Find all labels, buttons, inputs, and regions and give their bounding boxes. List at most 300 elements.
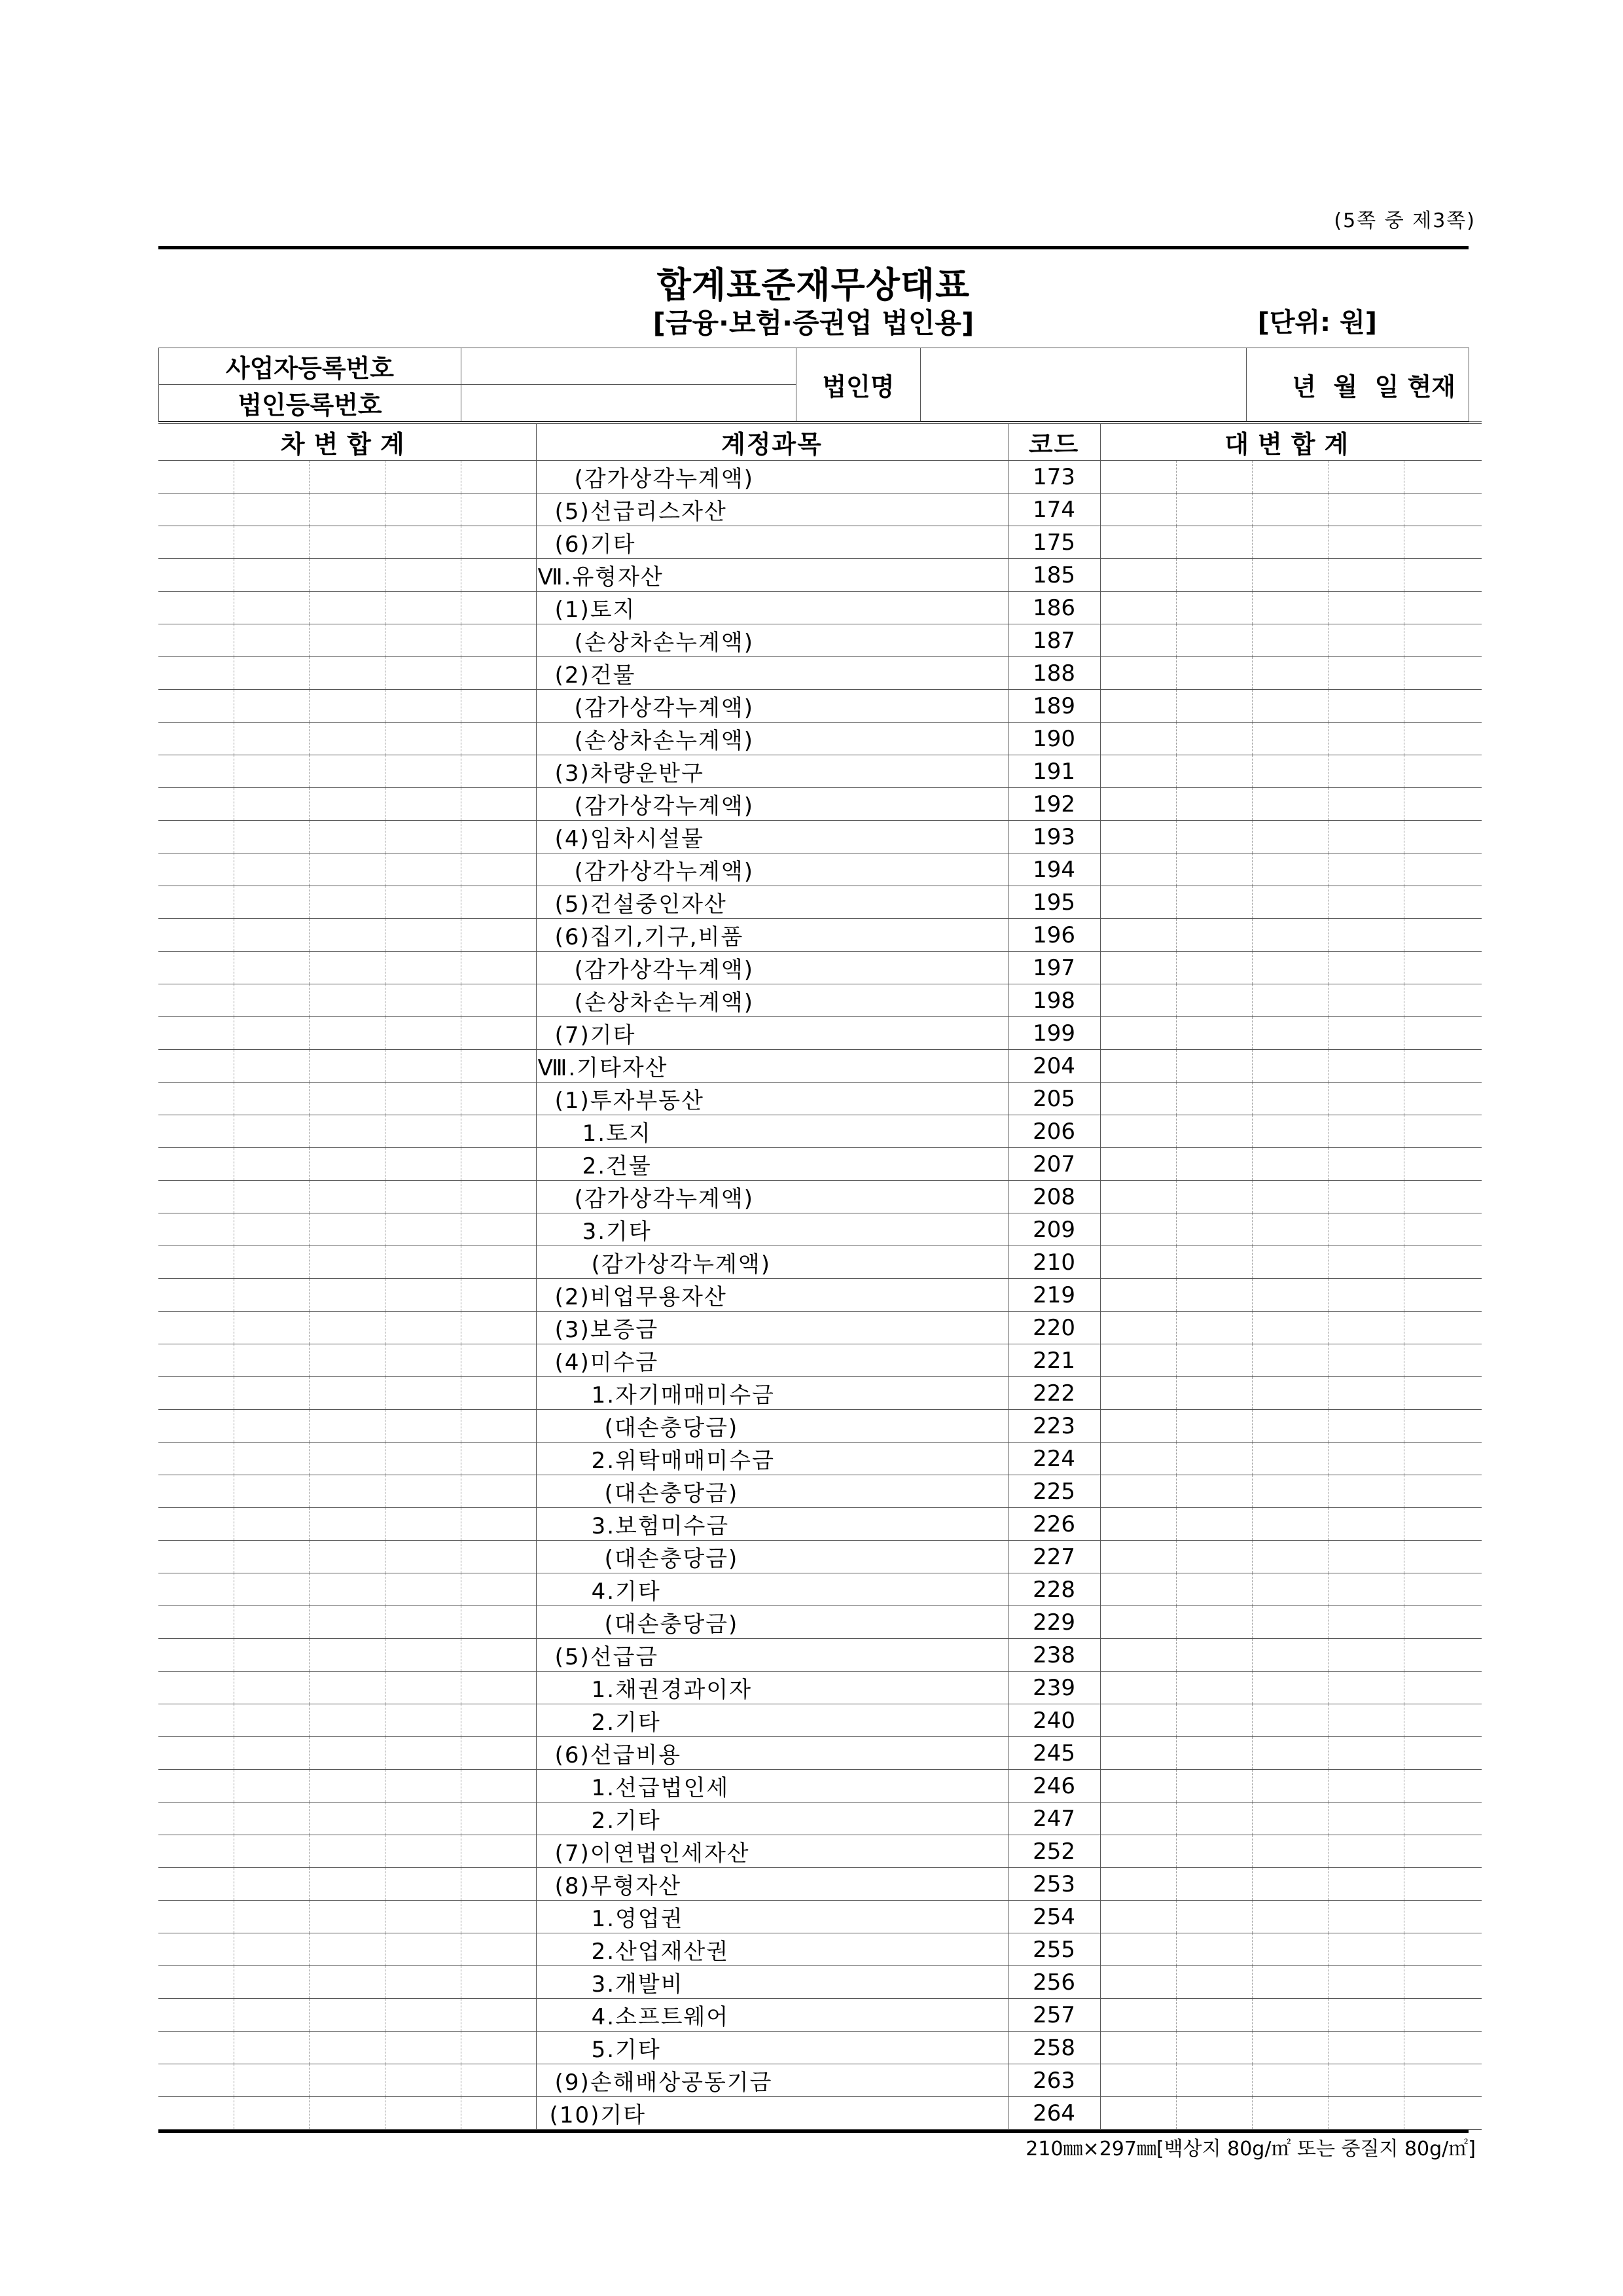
credit-amount-cell[interactable] bbox=[1100, 624, 1176, 657]
debit-amount-cell[interactable] bbox=[158, 461, 234, 493]
credit-amount-cell[interactable] bbox=[1404, 919, 1482, 952]
debit-amount-cell[interactable] bbox=[309, 1148, 385, 1181]
credit-amount-cell[interactable] bbox=[1176, 853, 1252, 886]
debit-amount-cell[interactable] bbox=[385, 1115, 461, 1148]
credit-amount-cell[interactable] bbox=[1176, 1737, 1252, 1770]
debit-amount-cell[interactable] bbox=[309, 1868, 385, 1901]
credit-amount-cell[interactable] bbox=[1176, 1803, 1252, 1835]
credit-amount-cell[interactable] bbox=[1404, 690, 1482, 723]
debit-amount-cell[interactable] bbox=[158, 1508, 234, 1541]
debit-amount-cell[interactable] bbox=[234, 1148, 309, 1181]
credit-amount-cell[interactable] bbox=[1252, 624, 1328, 657]
credit-amount-cell[interactable] bbox=[1404, 1213, 1482, 1246]
credit-amount-cell[interactable] bbox=[1176, 1083, 1252, 1115]
credit-amount-cell[interactable] bbox=[1252, 984, 1328, 1017]
debit-amount-cell[interactable] bbox=[385, 1181, 461, 1213]
credit-amount-cell[interactable] bbox=[1328, 1050, 1404, 1083]
credit-amount-cell[interactable] bbox=[1176, 788, 1252, 821]
credit-amount-cell[interactable] bbox=[1404, 1279, 1482, 1312]
debit-amount-cell[interactable] bbox=[158, 1541, 234, 1573]
debit-amount-cell[interactable] bbox=[461, 1868, 536, 1901]
credit-amount-cell[interactable] bbox=[1252, 1672, 1328, 1704]
credit-amount-cell[interactable] bbox=[1252, 1999, 1328, 2032]
debit-amount-cell[interactable] bbox=[461, 1410, 536, 1443]
credit-amount-cell[interactable] bbox=[1328, 1803, 1404, 1835]
debit-amount-cell[interactable] bbox=[158, 919, 234, 952]
debit-amount-cell[interactable] bbox=[309, 2032, 385, 2064]
debit-amount-cell[interactable] bbox=[158, 1639, 234, 1672]
debit-amount-cell[interactable] bbox=[385, 1312, 461, 1344]
corp-reg-field[interactable] bbox=[461, 385, 796, 422]
debit-amount-cell[interactable] bbox=[461, 2097, 536, 2130]
credit-amount-cell[interactable] bbox=[1404, 2032, 1482, 2064]
credit-amount-cell[interactable] bbox=[1328, 853, 1404, 886]
debit-amount-cell[interactable] bbox=[158, 1901, 234, 1933]
credit-amount-cell[interactable] bbox=[1100, 1770, 1176, 1803]
credit-amount-cell[interactable] bbox=[1252, 1443, 1328, 1475]
credit-amount-cell[interactable] bbox=[1328, 493, 1404, 526]
debit-amount-cell[interactable] bbox=[234, 919, 309, 952]
credit-amount-cell[interactable] bbox=[1176, 526, 1252, 559]
debit-amount-cell[interactable] bbox=[158, 952, 234, 984]
debit-amount-cell[interactable] bbox=[385, 1770, 461, 1803]
credit-amount-cell[interactable] bbox=[1252, 919, 1328, 952]
debit-amount-cell[interactable] bbox=[234, 1999, 309, 2032]
credit-amount-cell[interactable] bbox=[1328, 624, 1404, 657]
credit-amount-cell[interactable] bbox=[1100, 1541, 1176, 1573]
credit-amount-cell[interactable] bbox=[1176, 1377, 1252, 1410]
debit-amount-cell[interactable] bbox=[461, 1148, 536, 1181]
debit-amount-cell[interactable] bbox=[461, 1901, 536, 1933]
credit-amount-cell[interactable] bbox=[1404, 1246, 1482, 1279]
debit-amount-cell[interactable] bbox=[234, 984, 309, 1017]
debit-amount-cell[interactable] bbox=[461, 1050, 536, 1083]
credit-amount-cell[interactable] bbox=[1100, 461, 1176, 493]
credit-amount-cell[interactable] bbox=[1404, 853, 1482, 886]
debit-amount-cell[interactable] bbox=[385, 1966, 461, 1999]
debit-amount-cell[interactable] bbox=[309, 1672, 385, 1704]
debit-amount-cell[interactable] bbox=[234, 788, 309, 821]
credit-amount-cell[interactable] bbox=[1252, 821, 1328, 853]
credit-amount-cell[interactable] bbox=[1328, 1344, 1404, 1377]
debit-amount-cell[interactable] bbox=[158, 984, 234, 1017]
credit-amount-cell[interactable] bbox=[1252, 1344, 1328, 1377]
credit-amount-cell[interactable] bbox=[1328, 1246, 1404, 1279]
debit-amount-cell[interactable] bbox=[158, 1443, 234, 1475]
debit-amount-cell[interactable] bbox=[309, 1213, 385, 1246]
credit-amount-cell[interactable] bbox=[1176, 2032, 1252, 2064]
debit-amount-cell[interactable] bbox=[461, 690, 536, 723]
credit-amount-cell[interactable] bbox=[1328, 1966, 1404, 1999]
credit-amount-cell[interactable] bbox=[1252, 1639, 1328, 1672]
credit-amount-cell[interactable] bbox=[1252, 1770, 1328, 1803]
credit-amount-cell[interactable] bbox=[1100, 1835, 1176, 1868]
debit-amount-cell[interactable] bbox=[461, 1835, 536, 1868]
debit-amount-cell[interactable] bbox=[234, 1606, 309, 1639]
credit-amount-cell[interactable] bbox=[1252, 2064, 1328, 2097]
credit-amount-cell[interactable] bbox=[1252, 886, 1328, 919]
credit-amount-cell[interactable] bbox=[1176, 1639, 1252, 1672]
debit-amount-cell[interactable] bbox=[309, 1933, 385, 1966]
credit-amount-cell[interactable] bbox=[1252, 1803, 1328, 1835]
debit-amount-cell[interactable] bbox=[385, 853, 461, 886]
credit-amount-cell[interactable] bbox=[1100, 1246, 1176, 1279]
credit-amount-cell[interactable] bbox=[1404, 624, 1482, 657]
credit-amount-cell[interactable] bbox=[1252, 657, 1328, 690]
debit-amount-cell[interactable] bbox=[158, 1573, 234, 1606]
debit-amount-cell[interactable] bbox=[461, 1737, 536, 1770]
debit-amount-cell[interactable] bbox=[385, 1377, 461, 1410]
credit-amount-cell[interactable] bbox=[1176, 886, 1252, 919]
debit-amount-cell[interactable] bbox=[158, 1475, 234, 1508]
credit-amount-cell[interactable] bbox=[1328, 1213, 1404, 1246]
debit-amount-cell[interactable] bbox=[158, 1213, 234, 1246]
credit-amount-cell[interactable] bbox=[1328, 592, 1404, 624]
credit-amount-cell[interactable] bbox=[1328, 1737, 1404, 1770]
credit-amount-cell[interactable] bbox=[1176, 1246, 1252, 1279]
credit-amount-cell[interactable] bbox=[1176, 1181, 1252, 1213]
credit-amount-cell[interactable] bbox=[1100, 657, 1176, 690]
debit-amount-cell[interactable] bbox=[385, 1279, 461, 1312]
debit-amount-cell[interactable] bbox=[461, 1344, 536, 1377]
credit-amount-cell[interactable] bbox=[1100, 1115, 1176, 1148]
credit-amount-cell[interactable] bbox=[1176, 2064, 1252, 2097]
credit-amount-cell[interactable] bbox=[1176, 1050, 1252, 1083]
credit-amount-cell[interactable] bbox=[1100, 1050, 1176, 1083]
credit-amount-cell[interactable] bbox=[1328, 952, 1404, 984]
credit-amount-cell[interactable] bbox=[1252, 1901, 1328, 1933]
debit-amount-cell[interactable] bbox=[461, 1541, 536, 1573]
credit-amount-cell[interactable] bbox=[1404, 1933, 1482, 1966]
credit-amount-cell[interactable] bbox=[1176, 559, 1252, 592]
debit-amount-cell[interactable] bbox=[461, 886, 536, 919]
debit-amount-cell[interactable] bbox=[385, 984, 461, 1017]
credit-amount-cell[interactable] bbox=[1176, 1115, 1252, 1148]
debit-amount-cell[interactable] bbox=[158, 723, 234, 755]
debit-amount-cell[interactable] bbox=[234, 1966, 309, 1999]
debit-amount-cell[interactable] bbox=[461, 1573, 536, 1606]
debit-amount-cell[interactable] bbox=[309, 755, 385, 788]
credit-amount-cell[interactable] bbox=[1100, 1737, 1176, 1770]
credit-amount-cell[interactable] bbox=[1176, 1901, 1252, 1933]
credit-amount-cell[interactable] bbox=[1100, 1443, 1176, 1475]
credit-amount-cell[interactable] bbox=[1252, 853, 1328, 886]
debit-amount-cell[interactable] bbox=[309, 1999, 385, 2032]
debit-amount-cell[interactable] bbox=[309, 723, 385, 755]
credit-amount-cell[interactable] bbox=[1100, 755, 1176, 788]
credit-amount-cell[interactable] bbox=[1404, 1017, 1482, 1050]
credit-amount-cell[interactable] bbox=[1100, 1148, 1176, 1181]
debit-amount-cell[interactable] bbox=[158, 1999, 234, 2032]
credit-amount-cell[interactable] bbox=[1404, 559, 1482, 592]
debit-amount-cell[interactable] bbox=[309, 1181, 385, 1213]
credit-amount-cell[interactable] bbox=[1100, 559, 1176, 592]
debit-amount-cell[interactable] bbox=[385, 559, 461, 592]
credit-amount-cell[interactable] bbox=[1100, 853, 1176, 886]
credit-amount-cell[interactable] bbox=[1404, 493, 1482, 526]
credit-amount-cell[interactable] bbox=[1404, 788, 1482, 821]
credit-amount-cell[interactable] bbox=[1328, 461, 1404, 493]
debit-amount-cell[interactable] bbox=[158, 1148, 234, 1181]
debit-amount-cell[interactable] bbox=[461, 723, 536, 755]
biz-reg-field[interactable] bbox=[461, 348, 796, 385]
debit-amount-cell[interactable] bbox=[385, 1573, 461, 1606]
debit-amount-cell[interactable] bbox=[309, 886, 385, 919]
debit-amount-cell[interactable] bbox=[234, 821, 309, 853]
debit-amount-cell[interactable] bbox=[234, 559, 309, 592]
debit-amount-cell[interactable] bbox=[309, 853, 385, 886]
debit-amount-cell[interactable] bbox=[309, 559, 385, 592]
debit-amount-cell[interactable] bbox=[158, 886, 234, 919]
credit-amount-cell[interactable] bbox=[1404, 1672, 1482, 1704]
debit-amount-cell[interactable] bbox=[309, 1704, 385, 1737]
credit-amount-cell[interactable] bbox=[1176, 1868, 1252, 1901]
credit-amount-cell[interactable] bbox=[1176, 1966, 1252, 1999]
credit-amount-cell[interactable] bbox=[1252, 1083, 1328, 1115]
credit-amount-cell[interactable] bbox=[1100, 1704, 1176, 1737]
credit-amount-cell[interactable] bbox=[1176, 821, 1252, 853]
credit-amount-cell[interactable] bbox=[1404, 526, 1482, 559]
debit-amount-cell[interactable] bbox=[309, 1835, 385, 1868]
debit-amount-cell[interactable] bbox=[461, 952, 536, 984]
debit-amount-cell[interactable] bbox=[158, 1017, 234, 1050]
debit-amount-cell[interactable] bbox=[234, 952, 309, 984]
credit-amount-cell[interactable] bbox=[1328, 1933, 1404, 1966]
debit-amount-cell[interactable] bbox=[309, 2097, 385, 2130]
debit-amount-cell[interactable] bbox=[234, 1443, 309, 1475]
credit-amount-cell[interactable] bbox=[1252, 1704, 1328, 1737]
debit-amount-cell[interactable] bbox=[234, 1573, 309, 1606]
credit-amount-cell[interactable] bbox=[1404, 1999, 1482, 2032]
credit-amount-cell[interactable] bbox=[1404, 723, 1482, 755]
debit-amount-cell[interactable] bbox=[461, 1246, 536, 1279]
credit-amount-cell[interactable] bbox=[1328, 723, 1404, 755]
debit-amount-cell[interactable] bbox=[309, 1279, 385, 1312]
debit-amount-cell[interactable] bbox=[385, 2032, 461, 2064]
credit-amount-cell[interactable] bbox=[1100, 821, 1176, 853]
debit-amount-cell[interactable] bbox=[385, 1803, 461, 1835]
credit-amount-cell[interactable] bbox=[1328, 919, 1404, 952]
credit-amount-cell[interactable] bbox=[1176, 1344, 1252, 1377]
debit-amount-cell[interactable] bbox=[309, 1901, 385, 1933]
credit-amount-cell[interactable] bbox=[1176, 1279, 1252, 1312]
credit-amount-cell[interactable] bbox=[1252, 755, 1328, 788]
credit-amount-cell[interactable] bbox=[1176, 493, 1252, 526]
credit-amount-cell[interactable] bbox=[1328, 1704, 1404, 1737]
debit-amount-cell[interactable] bbox=[234, 1672, 309, 1704]
debit-amount-cell[interactable] bbox=[234, 1541, 309, 1573]
debit-amount-cell[interactable] bbox=[461, 919, 536, 952]
debit-amount-cell[interactable] bbox=[234, 723, 309, 755]
debit-amount-cell[interactable] bbox=[385, 886, 461, 919]
credit-amount-cell[interactable] bbox=[1328, 1148, 1404, 1181]
debit-amount-cell[interactable] bbox=[309, 1770, 385, 1803]
debit-amount-cell[interactable] bbox=[158, 1868, 234, 1901]
debit-amount-cell[interactable] bbox=[234, 853, 309, 886]
debit-amount-cell[interactable] bbox=[234, 1050, 309, 1083]
debit-amount-cell[interactable] bbox=[385, 755, 461, 788]
debit-amount-cell[interactable] bbox=[309, 1737, 385, 1770]
credit-amount-cell[interactable] bbox=[1328, 755, 1404, 788]
credit-amount-cell[interactable] bbox=[1404, 1639, 1482, 1672]
credit-amount-cell[interactable] bbox=[1328, 1672, 1404, 1704]
debit-amount-cell[interactable] bbox=[158, 853, 234, 886]
credit-amount-cell[interactable] bbox=[1404, 1868, 1482, 1901]
credit-amount-cell[interactable] bbox=[1100, 1933, 1176, 1966]
debit-amount-cell[interactable] bbox=[461, 559, 536, 592]
debit-amount-cell[interactable] bbox=[158, 2097, 234, 2130]
debit-amount-cell[interactable] bbox=[158, 788, 234, 821]
debit-amount-cell[interactable] bbox=[385, 493, 461, 526]
credit-amount-cell[interactable] bbox=[1176, 1704, 1252, 1737]
debit-amount-cell[interactable] bbox=[309, 1410, 385, 1443]
credit-amount-cell[interactable] bbox=[1404, 1508, 1482, 1541]
credit-amount-cell[interactable] bbox=[1328, 1901, 1404, 1933]
debit-amount-cell[interactable] bbox=[234, 1115, 309, 1148]
debit-amount-cell[interactable] bbox=[385, 1443, 461, 1475]
credit-amount-cell[interactable] bbox=[1176, 1017, 1252, 1050]
credit-amount-cell[interactable] bbox=[1176, 461, 1252, 493]
debit-amount-cell[interactable] bbox=[385, 1475, 461, 1508]
debit-amount-cell[interactable] bbox=[385, 1639, 461, 1672]
credit-amount-cell[interactable] bbox=[1100, 493, 1176, 526]
credit-amount-cell[interactable] bbox=[1100, 2097, 1176, 2130]
credit-amount-cell[interactable] bbox=[1100, 1377, 1176, 1410]
debit-amount-cell[interactable] bbox=[234, 461, 309, 493]
credit-amount-cell[interactable] bbox=[1328, 1868, 1404, 1901]
debit-amount-cell[interactable] bbox=[309, 1475, 385, 1508]
credit-amount-cell[interactable] bbox=[1328, 1541, 1404, 1573]
debit-amount-cell[interactable] bbox=[158, 1933, 234, 1966]
debit-amount-cell[interactable] bbox=[385, 1246, 461, 1279]
debit-amount-cell[interactable] bbox=[461, 1377, 536, 1410]
credit-amount-cell[interactable] bbox=[1404, 1344, 1482, 1377]
credit-amount-cell[interactable] bbox=[1328, 1606, 1404, 1639]
credit-amount-cell[interactable] bbox=[1176, 1606, 1252, 1639]
debit-amount-cell[interactable] bbox=[385, 657, 461, 690]
credit-amount-cell[interactable] bbox=[1176, 1475, 1252, 1508]
credit-amount-cell[interactable] bbox=[1176, 984, 1252, 1017]
debit-amount-cell[interactable] bbox=[309, 624, 385, 657]
debit-amount-cell[interactable] bbox=[309, 1508, 385, 1541]
debit-amount-cell[interactable] bbox=[158, 1050, 234, 1083]
debit-amount-cell[interactable] bbox=[385, 723, 461, 755]
debit-amount-cell[interactable] bbox=[461, 984, 536, 1017]
debit-amount-cell[interactable] bbox=[309, 2064, 385, 2097]
debit-amount-cell[interactable] bbox=[158, 1672, 234, 1704]
credit-amount-cell[interactable] bbox=[1176, 1770, 1252, 1803]
credit-amount-cell[interactable] bbox=[1252, 461, 1328, 493]
debit-amount-cell[interactable] bbox=[234, 1508, 309, 1541]
debit-amount-cell[interactable] bbox=[461, 1999, 536, 2032]
credit-amount-cell[interactable] bbox=[1252, 1115, 1328, 1148]
debit-amount-cell[interactable] bbox=[461, 592, 536, 624]
debit-amount-cell[interactable] bbox=[309, 1803, 385, 1835]
debit-amount-cell[interactable] bbox=[158, 657, 234, 690]
credit-amount-cell[interactable] bbox=[1252, 1508, 1328, 1541]
credit-amount-cell[interactable] bbox=[1404, 886, 1482, 919]
debit-amount-cell[interactable] bbox=[461, 1115, 536, 1148]
credit-amount-cell[interactable] bbox=[1252, 1410, 1328, 1443]
credit-amount-cell[interactable] bbox=[1404, 1573, 1482, 1606]
debit-amount-cell[interactable] bbox=[461, 1606, 536, 1639]
credit-amount-cell[interactable] bbox=[1404, 1443, 1482, 1475]
debit-amount-cell[interactable] bbox=[385, 526, 461, 559]
debit-amount-cell[interactable] bbox=[234, 1803, 309, 1835]
credit-amount-cell[interactable] bbox=[1176, 657, 1252, 690]
credit-amount-cell[interactable] bbox=[1404, 592, 1482, 624]
credit-amount-cell[interactable] bbox=[1176, 1312, 1252, 1344]
credit-amount-cell[interactable] bbox=[1328, 1999, 1404, 2032]
credit-amount-cell[interactable] bbox=[1404, 461, 1482, 493]
debit-amount-cell[interactable] bbox=[234, 2097, 309, 2130]
debit-amount-cell[interactable] bbox=[234, 1704, 309, 1737]
credit-amount-cell[interactable] bbox=[1252, 1835, 1328, 1868]
debit-amount-cell[interactable] bbox=[158, 1966, 234, 1999]
credit-amount-cell[interactable] bbox=[1100, 1901, 1176, 1933]
debit-amount-cell[interactable] bbox=[158, 2064, 234, 2097]
credit-amount-cell[interactable] bbox=[1328, 1279, 1404, 1312]
debit-amount-cell[interactable] bbox=[309, 1377, 385, 1410]
credit-amount-cell[interactable] bbox=[1176, 592, 1252, 624]
credit-amount-cell[interactable] bbox=[1252, 1475, 1328, 1508]
debit-amount-cell[interactable] bbox=[385, 952, 461, 984]
credit-amount-cell[interactable] bbox=[1100, 1083, 1176, 1115]
debit-amount-cell[interactable] bbox=[234, 886, 309, 919]
debit-amount-cell[interactable] bbox=[234, 1344, 309, 1377]
debit-amount-cell[interactable] bbox=[461, 788, 536, 821]
debit-amount-cell[interactable] bbox=[385, 1901, 461, 1933]
credit-amount-cell[interactable] bbox=[1328, 559, 1404, 592]
debit-amount-cell[interactable] bbox=[385, 461, 461, 493]
debit-amount-cell[interactable] bbox=[385, 1606, 461, 1639]
debit-amount-cell[interactable] bbox=[385, 624, 461, 657]
credit-amount-cell[interactable] bbox=[1100, 1344, 1176, 1377]
credit-amount-cell[interactable] bbox=[1176, 1148, 1252, 1181]
credit-amount-cell[interactable] bbox=[1328, 1639, 1404, 1672]
credit-amount-cell[interactable] bbox=[1252, 1933, 1328, 1966]
credit-amount-cell[interactable] bbox=[1404, 1410, 1482, 1443]
credit-amount-cell[interactable] bbox=[1176, 1541, 1252, 1573]
debit-amount-cell[interactable] bbox=[385, 592, 461, 624]
credit-amount-cell[interactable] bbox=[1100, 984, 1176, 1017]
credit-amount-cell[interactable] bbox=[1404, 1475, 1482, 1508]
debit-amount-cell[interactable] bbox=[385, 2097, 461, 2130]
debit-amount-cell[interactable] bbox=[309, 821, 385, 853]
debit-amount-cell[interactable] bbox=[309, 1966, 385, 1999]
credit-amount-cell[interactable] bbox=[1176, 1213, 1252, 1246]
debit-amount-cell[interactable] bbox=[385, 1999, 461, 2032]
credit-amount-cell[interactable] bbox=[1404, 1835, 1482, 1868]
debit-amount-cell[interactable] bbox=[309, 1639, 385, 1672]
debit-amount-cell[interactable] bbox=[385, 1835, 461, 1868]
debit-amount-cell[interactable] bbox=[385, 919, 461, 952]
credit-amount-cell[interactable] bbox=[1328, 1573, 1404, 1606]
debit-amount-cell[interactable] bbox=[309, 1050, 385, 1083]
credit-amount-cell[interactable] bbox=[1252, 952, 1328, 984]
debit-amount-cell[interactable] bbox=[158, 1083, 234, 1115]
credit-amount-cell[interactable] bbox=[1328, 886, 1404, 919]
credit-amount-cell[interactable] bbox=[1404, 1541, 1482, 1573]
debit-amount-cell[interactable] bbox=[234, 1770, 309, 1803]
debit-amount-cell[interactable] bbox=[461, 853, 536, 886]
debit-amount-cell[interactable] bbox=[158, 526, 234, 559]
debit-amount-cell[interactable] bbox=[158, 1835, 234, 1868]
debit-amount-cell[interactable] bbox=[461, 2032, 536, 2064]
credit-amount-cell[interactable] bbox=[1100, 1606, 1176, 1639]
debit-amount-cell[interactable] bbox=[234, 1737, 309, 1770]
credit-amount-cell[interactable] bbox=[1100, 1181, 1176, 1213]
